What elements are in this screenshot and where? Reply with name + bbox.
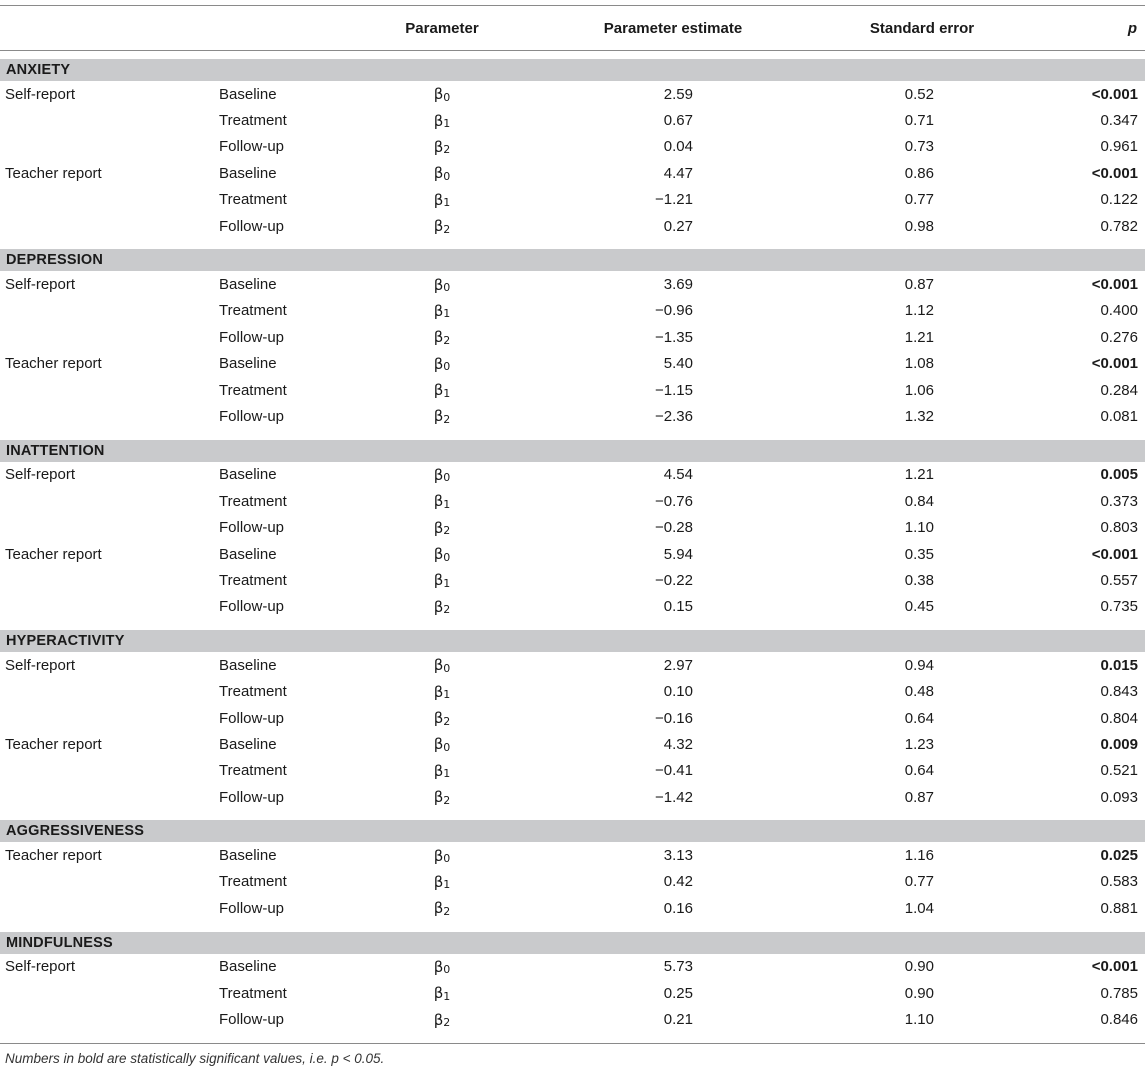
timepoint-cell: Treatment [219, 191, 287, 209]
section-title: HYPERACTIVITY [6, 633, 125, 650]
table-row [0, 784, 1145, 810]
estimate-cell: −0.28 [655, 519, 693, 537]
beta-subscript: 1 [443, 878, 451, 892]
beta-symbol: β [433, 872, 444, 891]
table-row [0, 1006, 1145, 1032]
parameter-cell [340, 271, 544, 297]
table-row [0, 652, 1145, 678]
beta-symbol: β [433, 761, 444, 780]
parameter-cell [340, 954, 544, 980]
estimate-cell: 3.13 [663, 847, 693, 865]
table-row [0, 160, 1145, 186]
table-row [0, 271, 1145, 297]
table-row [0, 462, 1145, 488]
parameter-cell [340, 678, 544, 704]
timepoint-cell: Baseline [219, 355, 277, 373]
header-standard-error: Standard error [869, 19, 975, 37]
timepoint-cell: Treatment [219, 492, 287, 510]
beta-subscript: 1 [443, 386, 451, 400]
beta-symbol: β [433, 354, 444, 373]
table-row [0, 298, 1145, 324]
parameter-cell [340, 541, 544, 567]
p-value-cell: <0.001 [1091, 545, 1138, 563]
beta-subscript: 0 [443, 90, 451, 104]
table-row [0, 351, 1145, 377]
beta-subscript: 1 [443, 196, 451, 210]
estimate-cell: 0.25 [663, 984, 693, 1002]
standard-error-cell: 0.38 [904, 571, 934, 589]
estimate-cell: 0.16 [663, 899, 693, 917]
standard-error-cell: 1.12 [904, 302, 934, 320]
estimate-cell: 0.21 [663, 1011, 693, 1029]
table-row [0, 980, 1145, 1006]
timepoint-cell: Treatment [219, 112, 287, 130]
beta-subscript: 1 [443, 767, 451, 781]
parameter-cell [340, 731, 544, 757]
p-value-cell: <0.001 [1091, 85, 1138, 103]
estimate-cell: −1.35 [655, 328, 693, 346]
standard-error-cell: 0.35 [904, 545, 934, 563]
p-value-cell: 0.025 [1100, 847, 1138, 865]
table-row [0, 134, 1145, 160]
beta-subscript: 1 [443, 989, 451, 1003]
parameter-cell [340, 134, 544, 160]
p-value-cell: 0.843 [1100, 683, 1138, 701]
timepoint-cell: Follow-up [219, 598, 285, 616]
p-value-cell: 0.735 [1100, 598, 1138, 616]
beta-symbol: β [433, 137, 444, 156]
parameter-cell [340, 758, 544, 784]
standard-error-cell: 0.87 [904, 788, 934, 806]
parameter-cell [340, 324, 544, 350]
timepoint-cell: Baseline [219, 164, 277, 182]
beta-subscript: 0 [443, 550, 451, 564]
p-value-cell: 0.583 [1100, 873, 1138, 891]
parameter-cell [340, 213, 544, 239]
header-parameter: Parameter [405, 19, 479, 37]
reporter-cell: Teacher report [5, 847, 102, 865]
parameter-cell [340, 488, 544, 514]
parameter-cell [340, 514, 544, 540]
beta-symbol: β [433, 846, 444, 865]
header-spacer [0, 51, 1145, 59]
p-value-cell: 0.276 [1100, 328, 1138, 346]
estimate-cell: −1.15 [655, 381, 693, 399]
estimate-cell: −0.16 [655, 709, 693, 727]
table-row [0, 514, 1145, 540]
table-row [0, 678, 1145, 704]
parameter-cell [340, 869, 544, 895]
timepoint-cell: Baseline [219, 656, 277, 674]
standard-error-cell: 0.71 [904, 112, 934, 130]
section-title: ANXIETY [6, 62, 71, 78]
parameter-cell [340, 298, 544, 324]
p-value-cell: 0.961 [1100, 138, 1138, 156]
table-row [0, 758, 1145, 784]
timepoint-cell: Baseline [219, 847, 277, 865]
table-row [0, 213, 1145, 239]
p-value-cell: 0.122 [1100, 191, 1138, 209]
beta-symbol: β [433, 164, 444, 183]
parameter-cell [340, 107, 544, 133]
beta-symbol: β [433, 217, 444, 236]
estimate-cell: 0.42 [663, 873, 693, 891]
parameter-cell [340, 403, 544, 429]
reporter-cell: Self-report [5, 958, 76, 976]
beta-symbol: β [433, 190, 444, 209]
beta-symbol: β [433, 656, 444, 675]
timepoint-cell: Baseline [219, 466, 277, 484]
footer-divider [0, 1043, 1145, 1044]
beta-symbol: β [433, 111, 444, 130]
table-row [0, 842, 1145, 868]
estimate-cell: 0.67 [663, 112, 693, 130]
estimate-cell: 4.32 [663, 735, 693, 753]
p-value-cell: 0.093 [1100, 788, 1138, 806]
estimate-cell: 0.04 [663, 138, 693, 156]
standard-error-cell: 1.23 [904, 735, 934, 753]
parameter-cell [340, 705, 544, 731]
table-row [0, 488, 1145, 514]
beta-subscript: 2 [443, 603, 451, 617]
standard-error-cell: 0.90 [904, 984, 934, 1002]
timepoint-cell: Baseline [219, 276, 277, 294]
parameter-cell [340, 377, 544, 403]
section-title: DEPRESSION [6, 252, 104, 269]
beta-subscript: 2 [443, 904, 451, 918]
p-value-cell: <0.001 [1091, 355, 1138, 373]
section-title: INATTENTION [6, 442, 105, 459]
table-row [0, 567, 1145, 593]
beta-subscript: 1 [443, 497, 451, 511]
beta-subscript: 0 [443, 471, 451, 485]
p-value-cell: 0.400 [1100, 302, 1138, 320]
timepoint-cell: Treatment [219, 984, 287, 1002]
reporter-cell: Self-report [5, 276, 76, 294]
beta-symbol: β [433, 597, 444, 616]
reporter-cell: Teacher report [5, 164, 102, 182]
table-footnote: Numbers in bold are statistically significant values, i.e. p < 0.05. [5, 1051, 385, 1066]
beta-symbol: β [433, 85, 444, 104]
estimate-cell: 5.40 [663, 355, 693, 373]
standard-error-cell: 0.77 [904, 873, 934, 891]
timepoint-cell: Treatment [219, 873, 287, 891]
standard-error-cell: 1.16 [904, 847, 934, 865]
timepoint-cell: Baseline [219, 958, 277, 976]
parameter-cell [340, 462, 544, 488]
estimate-cell: −2.36 [655, 407, 693, 425]
header-estimate: Parameter estimate [603, 19, 743, 37]
standard-error-cell: 0.64 [904, 709, 934, 727]
p-value-cell: 0.005 [1100, 466, 1138, 484]
section-header [0, 630, 1145, 652]
estimate-cell: 4.47 [663, 164, 693, 182]
table-header-row [0, 5, 1145, 51]
estimate-cell: −0.96 [655, 302, 693, 320]
timepoint-cell: Follow-up [219, 138, 285, 156]
section-title: AGGRESSIVENESS [6, 823, 145, 840]
section-header [0, 249, 1145, 271]
beta-subscript: 0 [443, 661, 451, 675]
standard-error-cell: 0.94 [904, 656, 934, 674]
table-row [0, 377, 1145, 403]
reporter-cell: Teacher report [5, 355, 102, 373]
estimate-cell: 2.97 [663, 656, 693, 674]
section-header [0, 59, 1145, 81]
estimate-cell: 3.69 [663, 276, 693, 294]
standard-error-cell: 0.73 [904, 138, 934, 156]
table-row [0, 869, 1145, 895]
p-value-cell: 0.284 [1100, 381, 1138, 399]
timepoint-cell: Baseline [219, 545, 277, 563]
parameter-cell [340, 652, 544, 678]
beta-subscript: 2 [443, 143, 451, 157]
beta-symbol: β [433, 899, 444, 918]
standard-error-cell: 1.06 [904, 381, 934, 399]
timepoint-cell: Follow-up [219, 519, 285, 537]
beta-subscript: 2 [443, 714, 451, 728]
timepoint-cell: Follow-up [219, 1011, 285, 1029]
p-value-cell: <0.001 [1091, 276, 1138, 294]
beta-symbol: β [433, 381, 444, 400]
beta-subscript: 0 [443, 740, 451, 754]
standard-error-cell: 1.32 [904, 407, 934, 425]
timepoint-cell: Treatment [219, 571, 287, 589]
beta-subscript: 0 [443, 169, 451, 183]
section-header [0, 932, 1145, 954]
beta-symbol: β [433, 735, 444, 754]
estimate-cell: 5.73 [663, 958, 693, 976]
header-p: p [1127, 19, 1137, 37]
estimate-cell: 0.15 [663, 598, 693, 616]
table-row [0, 954, 1145, 980]
beta-subscript: 0 [443, 852, 451, 866]
timepoint-cell: Treatment [219, 302, 287, 320]
beta-symbol: β [433, 545, 444, 564]
p-value-cell: 0.373 [1100, 492, 1138, 510]
reporter-cell: Self-report [5, 466, 76, 484]
beta-symbol: β [433, 465, 444, 484]
beta-subscript: 1 [443, 117, 451, 131]
standard-error-cell: 0.98 [904, 217, 934, 235]
beta-subscript: 1 [443, 576, 451, 590]
estimate-cell: 0.10 [663, 683, 693, 701]
beta-subscript: 2 [443, 793, 451, 807]
estimate-cell: −0.41 [655, 762, 693, 780]
p-value-cell: <0.001 [1091, 958, 1138, 976]
standard-error-cell: 1.10 [904, 1011, 934, 1029]
beta-subscript: 0 [443, 963, 451, 977]
beta-subscript: 2 [443, 412, 451, 426]
beta-symbol: β [433, 682, 444, 701]
beta-symbol: β [433, 275, 444, 294]
standard-error-cell: 0.48 [904, 683, 934, 701]
beta-symbol: β [433, 984, 444, 1003]
estimate-cell: −1.21 [655, 191, 693, 209]
estimate-cell: 0.27 [663, 217, 693, 235]
standard-error-cell: 0.84 [904, 492, 934, 510]
p-value-cell: 0.846 [1100, 1011, 1138, 1029]
timepoint-cell: Follow-up [219, 899, 285, 917]
p-value-cell: 0.785 [1100, 984, 1138, 1002]
beta-symbol: β [433, 1010, 444, 1029]
beta-subscript: 0 [443, 360, 451, 374]
timepoint-cell: Follow-up [219, 788, 285, 806]
estimate-cell: −0.76 [655, 492, 693, 510]
table-row [0, 541, 1145, 567]
beta-symbol: β [433, 518, 444, 537]
table-row [0, 731, 1145, 757]
standard-error-cell: 0.87 [904, 276, 934, 294]
timepoint-cell: Follow-up [219, 407, 285, 425]
section-header [0, 820, 1145, 842]
parameter-cell [340, 81, 544, 107]
table-row [0, 403, 1145, 429]
estimate-cell: −1.42 [655, 788, 693, 806]
beta-symbol: β [433, 957, 444, 976]
beta-subscript: 2 [443, 524, 451, 538]
standard-error-cell: 1.04 [904, 899, 934, 917]
table-row [0, 324, 1145, 350]
p-value-cell: 0.782 [1100, 217, 1138, 235]
parameter-cell [340, 1006, 544, 1032]
p-value-cell: 0.804 [1100, 709, 1138, 727]
timepoint-cell: Treatment [219, 683, 287, 701]
beta-subscript: 1 [443, 307, 451, 321]
p-value-cell: 0.803 [1100, 519, 1138, 537]
beta-subscript: 2 [443, 333, 451, 347]
beta-symbol: β [433, 492, 444, 511]
beta-symbol: β [433, 571, 444, 590]
timepoint-cell: Baseline [219, 85, 277, 103]
standard-error-cell: 1.10 [904, 519, 934, 537]
reporter-cell: Teacher report [5, 735, 102, 753]
p-value-cell: 0.521 [1100, 762, 1138, 780]
parameter-cell [340, 895, 544, 921]
parameter-cell [340, 980, 544, 1006]
section-title: MINDFULNESS [6, 934, 113, 951]
parameter-cell [340, 842, 544, 868]
standard-error-cell: 0.77 [904, 191, 934, 209]
estimate-cell: 5.94 [663, 545, 693, 563]
timepoint-cell: Follow-up [219, 328, 285, 346]
timepoint-cell: Treatment [219, 381, 287, 399]
beta-symbol: β [433, 709, 444, 727]
timepoint-cell: Follow-up [219, 217, 285, 235]
table-row [0, 705, 1145, 731]
timepoint-cell: Follow-up [219, 709, 285, 727]
p-value-cell: 0.009 [1100, 735, 1138, 753]
table-row [0, 107, 1145, 133]
parameter-cell [340, 160, 544, 186]
section-header [0, 440, 1145, 462]
standard-error-cell: 0.52 [904, 85, 934, 103]
p-value-cell: <0.001 [1091, 164, 1138, 182]
parameter-cell [340, 351, 544, 377]
timepoint-cell: Baseline [219, 735, 277, 753]
p-value-cell: 0.557 [1100, 571, 1138, 589]
standard-error-cell: 0.86 [904, 164, 934, 182]
estimate-cell: −0.22 [655, 571, 693, 589]
standard-error-cell: 1.21 [904, 328, 934, 346]
standard-error-cell: 0.45 [904, 598, 934, 616]
standard-error-cell: 0.90 [904, 958, 934, 976]
estimate-cell: 4.54 [663, 466, 693, 484]
estimate-cell: 2.59 [663, 85, 693, 103]
beta-subscript: 2 [443, 1016, 451, 1030]
beta-subscript: 2 [443, 222, 451, 236]
table-row [0, 81, 1145, 107]
table-row [0, 594, 1145, 620]
reporter-cell: Self-report [5, 85, 76, 103]
parameter-cell [340, 567, 544, 593]
table-body [0, 59, 1145, 1033]
parameter-cell [340, 784, 544, 810]
standard-error-cell: 0.64 [904, 762, 934, 780]
beta-symbol: β [433, 407, 444, 426]
table-row [0, 187, 1145, 213]
timepoint-cell: Treatment [219, 762, 287, 780]
standard-error-cell: 1.08 [904, 355, 934, 373]
beta-symbol: β [433, 301, 444, 320]
parameter-cell [340, 594, 544, 620]
p-value-cell: 0.347 [1100, 112, 1138, 130]
reporter-cell: Teacher report [5, 545, 102, 563]
beta-subscript: 0 [443, 281, 451, 295]
p-value-cell: 0.015 [1100, 656, 1138, 674]
beta-symbol: β [433, 328, 444, 347]
table-row [0, 895, 1145, 921]
beta-subscript: 1 [443, 688, 451, 702]
beta-symbol: β [433, 788, 444, 807]
p-value-cell: 0.881 [1100, 899, 1138, 917]
p-value-cell: 0.081 [1100, 407, 1138, 425]
reporter-cell: Self-report [5, 656, 76, 674]
standard-error-cell: 1.21 [904, 466, 934, 484]
parameter-cell [340, 187, 544, 213]
